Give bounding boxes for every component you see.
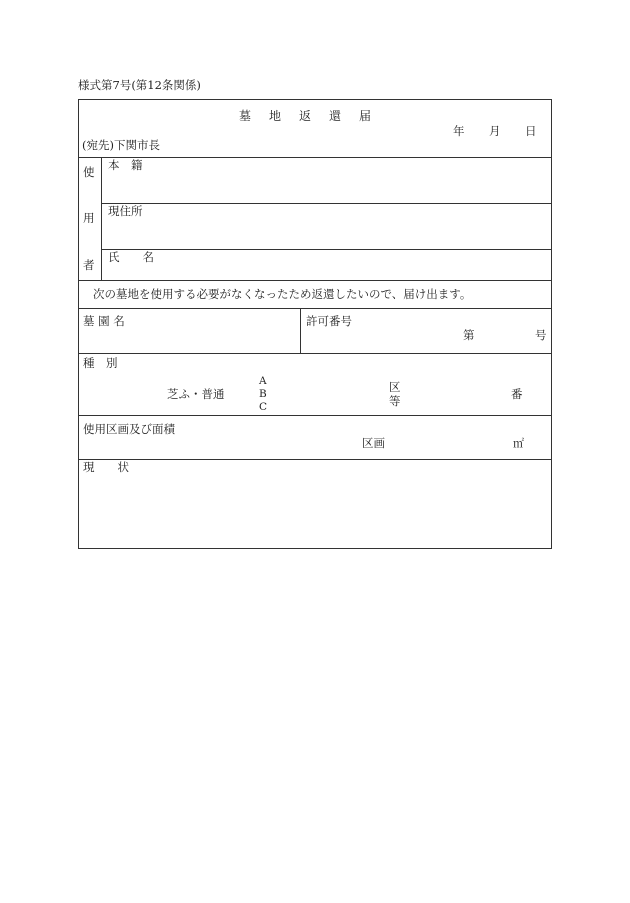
permit-divider <box>300 308 301 354</box>
section-top: 区 <box>389 380 401 394</box>
address-label: 現住所 <box>108 204 143 218</box>
type-value: 芝ふ・普通 <box>167 387 225 401</box>
section-bottom: 等 <box>389 394 401 408</box>
type-label: 種 別 <box>83 356 118 370</box>
class-c: C <box>259 401 268 413</box>
form-title: 墓 地 返 還 届 <box>239 109 375 123</box>
status-label: 現 状 <box>83 460 129 474</box>
date-year-label: 年 <box>453 124 465 138</box>
permit-prefix: 第 <box>463 328 475 342</box>
divider-after-header <box>78 157 552 158</box>
class-a: A <box>259 375 267 387</box>
area-label: 使用区画及び面積 <box>83 422 175 436</box>
date-month-label: 月 <box>489 124 501 138</box>
divider-after-domicile <box>101 203 552 204</box>
number-label: 番 <box>511 387 523 401</box>
area-unit: ㎡ <box>513 437 524 450</box>
divider-after-address <box>101 249 552 250</box>
area-unit-section: 区画 <box>362 436 385 450</box>
form-number-label: 様式第7号(第12条関係) <box>78 78 201 92</box>
date-day-label: 日 <box>525 124 537 138</box>
divider-after-type <box>78 415 552 416</box>
user-side-label-3: 者 <box>83 258 95 272</box>
divider-after-area <box>78 459 552 460</box>
cemetery-name-label: 墓 園 名 <box>83 314 125 328</box>
table-left-border <box>78 99 79 549</box>
name-label: 氏 名 <box>108 250 154 264</box>
divider-after-statement <box>78 308 552 309</box>
table-right-border <box>551 99 552 549</box>
user-side-label-2: 用 <box>83 211 95 225</box>
user-side-divider <box>101 157 102 281</box>
table-bottom-border <box>78 548 552 549</box>
divider-after-cemetery <box>78 353 552 354</box>
divider-after-user <box>78 280 552 281</box>
permit-suffix: 号 <box>535 328 547 342</box>
addressee: (宛先)下関市長 <box>82 138 160 152</box>
statement-text: 次の墓地を使用する必要がなくなったため返還したいので、届け出ます。 <box>93 287 472 301</box>
class-b: B <box>259 388 267 400</box>
domicile-label: 本 籍 <box>108 158 143 172</box>
permit-number-label: 許可番号 <box>306 314 352 328</box>
user-side-label-1: 使 <box>83 165 95 179</box>
table-top-border <box>78 99 552 100</box>
